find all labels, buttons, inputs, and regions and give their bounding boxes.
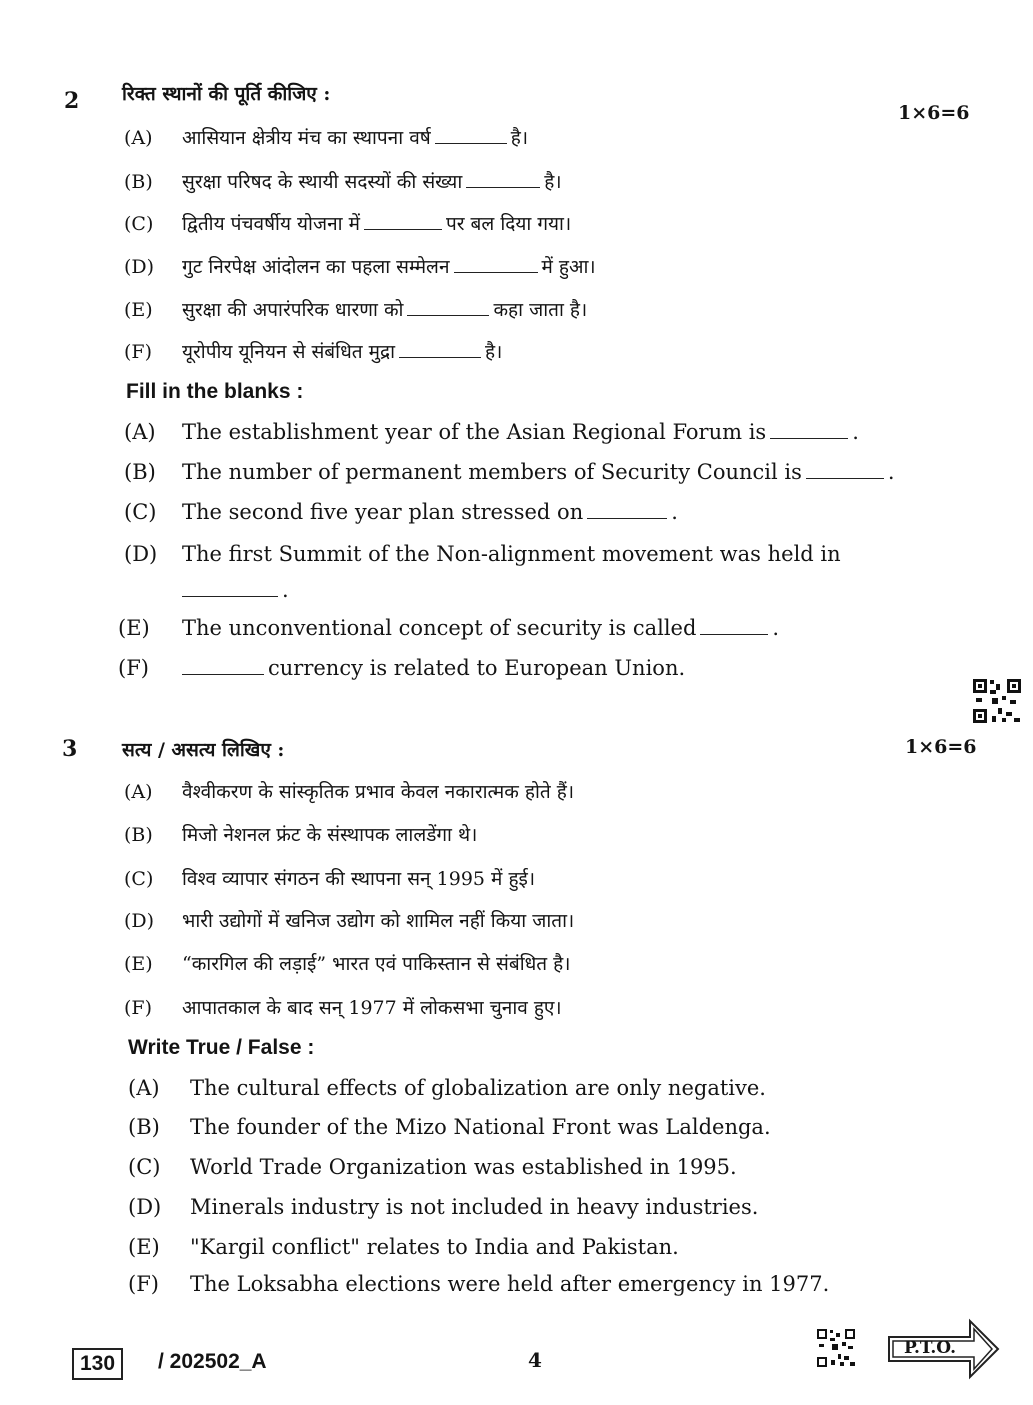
q3-english-item-b: (B) The founder of the Mizo National Front was Laldenga. <box>128 1115 771 1139</box>
q3-english-item-d: (D) Minerals industry is not included in heavy industries. <box>128 1195 759 1219</box>
q2-english-item-c: (C) The second five year plan stressed on . <box>124 500 678 524</box>
q3-english-item-f: (F) The Loksabha elections were held after emergency in 1977. <box>128 1272 830 1296</box>
q3-marks: 1×6=6 <box>905 736 977 758</box>
q3-hindi-item-d: (D) भारी उद्योगों में खनिज उद्योग को शामिल नहीं किया जाता। <box>124 910 575 932</box>
q2-hindi-item-e: (E) सुरक्षा की अपारंपरिक धारणा को कहा जाता है। <box>124 299 588 321</box>
q2-english-item-b: (B) The number of permanent members of Security Council is . <box>124 460 895 484</box>
q3-hindi-item-a: (A) वैश्वीकरण के सांस्कृतिक प्रभाव केवल नकारात्मक होते हैं। <box>124 781 575 803</box>
page-number: 4 <box>528 1348 542 1372</box>
q2-english-heading: Fill in the blanks : <box>126 380 304 403</box>
qr-code-icon <box>972 678 1022 724</box>
set-code: / 202502_A <box>158 1350 267 1373</box>
q2-hindi-item-a: (A) आसियान क्षेत्रीय मंच का स्थापना वर्ष है। <box>124 127 529 149</box>
q2-hindi-item-f: (F) यूरोपीय यूनियन से संबंधित मुद्रा है। <box>124 341 503 363</box>
q2-english-item-d: (D) The first Summit of the Non-alignment movement was held in <box>124 542 841 566</box>
q2-hindi-heading: रिक्त स्थानों की पूर्ति कीजिए : <box>122 83 331 105</box>
question-3-number: 3 <box>62 736 78 762</box>
pto-label: P.T.O. <box>904 1338 956 1358</box>
q2-hindi-item-d: (D) गुट निरपेक्ष आंदोलन का पहला सम्मेलन में हुआ। <box>124 256 596 278</box>
q2-english-item-d-cont: . <box>182 578 289 602</box>
paper-code-box: 130 <box>72 1348 123 1380</box>
q2-marks: 1×6=6 <box>898 102 970 124</box>
q2-hindi-item-c: (C) द्वितीय पंचवर्षीय योजना में पर बल दिया गया। <box>124 213 572 235</box>
pto-arrow <box>886 1317 1002 1385</box>
q2-english-item-a: (A) The establishment year of the Asian Regional Forum is . <box>124 420 859 444</box>
q2-english-item-e: (E) The unconventional concept of security is called . <box>118 616 780 640</box>
q3-english-heading: Write True / False : <box>128 1036 315 1059</box>
question-2-number: 2 <box>64 88 80 114</box>
q3-hindi-item-b: (B) मिजो नेशनल फ्रंट के संस्थापक लालडेंगा थे। <box>124 824 478 846</box>
barcode-icon <box>816 1328 856 1368</box>
q3-hindi-item-f: (F) आपातकाल के बाद सन् 1977 में लोकसभा चुनाव हुए। <box>124 997 562 1019</box>
q3-hindi-heading: सत्य / असत्य लिखिए : <box>122 739 285 761</box>
q2-english-item-f: (F) currency is related to European Union. <box>118 656 686 680</box>
q3-english-item-a: (A) The cultural effects of globalization are only negative. <box>128 1076 766 1100</box>
q3-hindi-item-e: (E) “कारगिल की लड़ाई” भारत एवं पाकिस्तान से संबंधित है। <box>124 953 571 975</box>
q3-hindi-item-c: (C) विश्व व्यापार संगठन की स्थापना सन् 1995 में हुई। <box>124 868 536 890</box>
q2-hindi-item-b: (B) सुरक्षा परिषद के स्थायी सदस्यों की संख्या है। <box>124 171 562 193</box>
q3-english-item-e: (E) "Kargil conflict" relates to India and Pakistan. <box>128 1235 679 1259</box>
q3-english-item-c: (C) World Trade Organization was established in 1995. <box>128 1155 737 1179</box>
